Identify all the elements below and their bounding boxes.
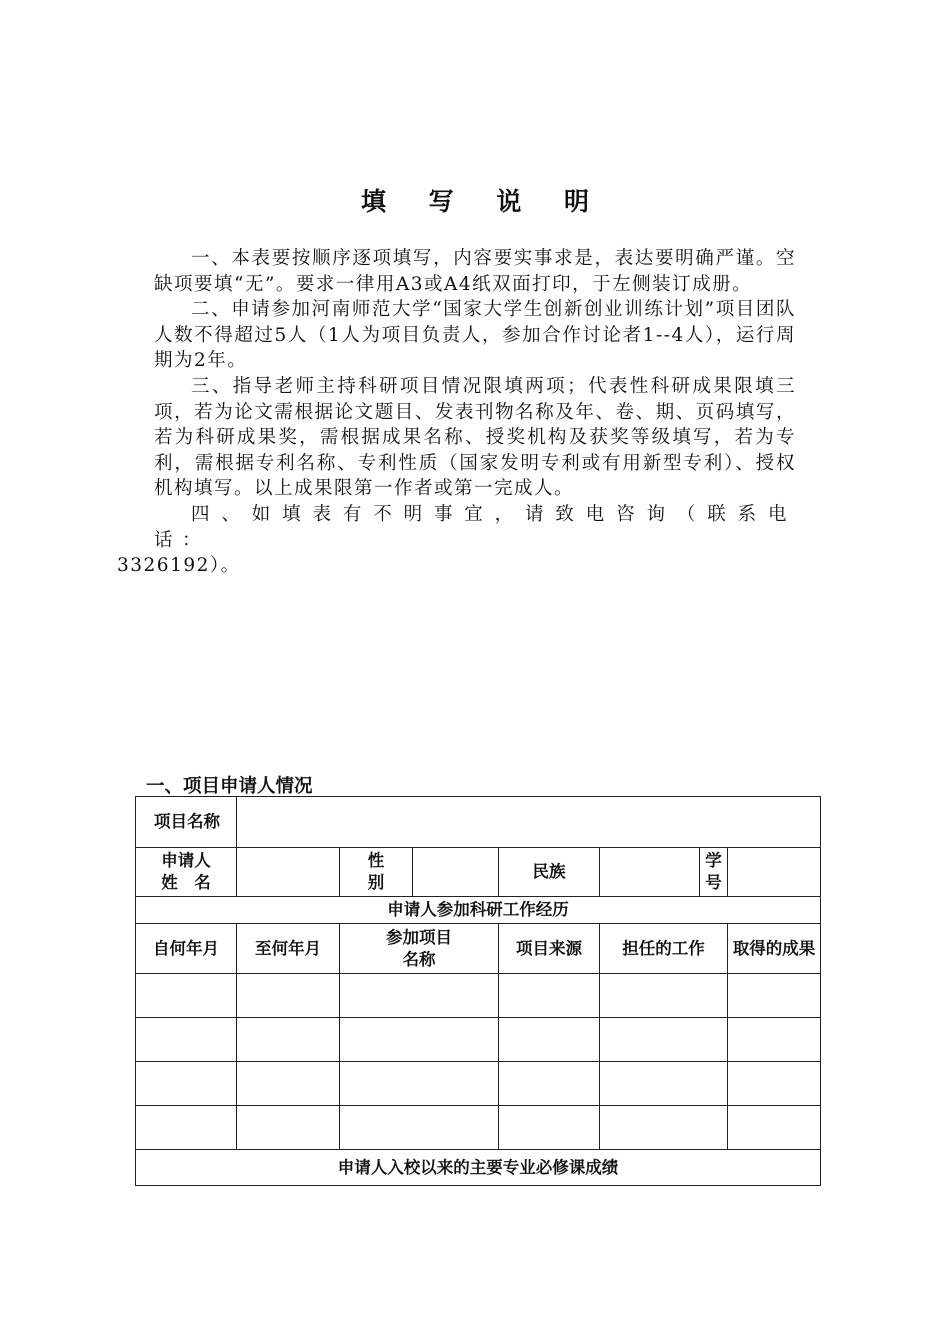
cell-project[interactable] bbox=[340, 1062, 499, 1106]
instruction-4-line2: 3326192）。 bbox=[117, 555, 241, 577]
grades-title: 申请人入校以来的主要专业必修课成绩 bbox=[136, 1150, 821, 1186]
cell-to[interactable] bbox=[237, 974, 340, 1018]
cell-from[interactable] bbox=[136, 1062, 237, 1106]
cell-result[interactable] bbox=[728, 1018, 821, 1062]
student-id-input[interactable] bbox=[728, 848, 821, 897]
cell-source[interactable] bbox=[499, 1106, 600, 1150]
cell-result[interactable] bbox=[728, 1062, 821, 1106]
table-row bbox=[136, 1106, 821, 1150]
cell-source[interactable] bbox=[499, 974, 600, 1018]
cell-project[interactable] bbox=[340, 1018, 499, 1062]
cell-role[interactable] bbox=[600, 974, 728, 1018]
instruction-4 bbox=[117, 502, 796, 579]
instruction-2: 二、申请参加河南师范大学“国家大学生创新创业训练计划”项目团队人数不得超过5人（1人为项目负责人，参加合作讨论者1--4人），运行周期为2年。 bbox=[154, 299, 796, 372]
header-result: 取得的成果 bbox=[728, 924, 821, 974]
cell-role[interactable] bbox=[600, 1018, 728, 1062]
header-source: 项目来源 bbox=[499, 924, 600, 974]
cell-role[interactable] bbox=[600, 1106, 728, 1150]
project-name-label: 项目名称 bbox=[136, 797, 237, 848]
cell-to[interactable] bbox=[237, 1106, 340, 1150]
instruction-4-line1: 四、如填表有不明事宜，请致电咨询（联系电话： bbox=[154, 503, 796, 551]
cell-to[interactable] bbox=[237, 1018, 340, 1062]
header-role: 担任的工作 bbox=[600, 924, 728, 974]
cell-project[interactable] bbox=[340, 1106, 499, 1150]
ethnicity-input[interactable] bbox=[600, 848, 700, 897]
table-row bbox=[136, 974, 821, 1018]
cell-from[interactable] bbox=[136, 974, 237, 1018]
table-row bbox=[136, 1062, 821, 1106]
gender-input[interactable] bbox=[413, 848, 499, 897]
gender-label: 性 别 bbox=[340, 848, 413, 897]
cell-role[interactable] bbox=[600, 1062, 728, 1106]
cell-to[interactable] bbox=[237, 1062, 340, 1106]
ethnicity-label: 民族 bbox=[499, 848, 600, 897]
applicant-name-input[interactable] bbox=[237, 848, 340, 897]
page-title: 填 写 说 明 bbox=[360, 187, 607, 216]
header-from: 自何年月 bbox=[136, 924, 237, 974]
applicant-form-table bbox=[135, 796, 821, 1186]
experience-title: 申请人参加科研工作经历 bbox=[136, 897, 821, 924]
cell-result[interactable] bbox=[728, 1106, 821, 1150]
cell-project[interactable] bbox=[340, 974, 499, 1018]
instructions bbox=[117, 246, 796, 579]
table-row bbox=[136, 1018, 821, 1062]
instruction-1: 一、本表要按顺序逐项填写，内容要实事求是，表达要明确严谨。空缺项要填“无”。要求一律用A3或A4纸双面打印，于左侧装订成册。 bbox=[154, 248, 796, 295]
instruction-3: 三、指导老师主持科研项目情况限填两项；代表性科研成果限填三项，若为论文需根据论文题目、发表刊物名称及年、卷、期、页码填写，若为科研成果奖，需根据成果名称、授奖机构及获奖等级填写，若为专利，需根据专利名称、专利性质（国家发明专利或有用新型专利）、授权机构填写。以上成果限第一作者或第一完成人。 bbox=[154, 375, 796, 500]
cell-result[interactable] bbox=[728, 974, 821, 1018]
cell-from[interactable] bbox=[136, 1106, 237, 1150]
header-to: 至何年月 bbox=[237, 924, 340, 974]
cell-from[interactable] bbox=[136, 1018, 237, 1062]
student-id-label: 学号 bbox=[700, 848, 728, 897]
header-project: 参加项目 名称 bbox=[340, 924, 499, 974]
project-name-input[interactable] bbox=[237, 797, 821, 848]
applicant-name-label: 申请人 姓 名 bbox=[136, 848, 237, 897]
section-heading: 一、项目申请人情况 bbox=[146, 776, 313, 797]
cell-source[interactable] bbox=[499, 1062, 600, 1106]
cell-source[interactable] bbox=[499, 1018, 600, 1062]
